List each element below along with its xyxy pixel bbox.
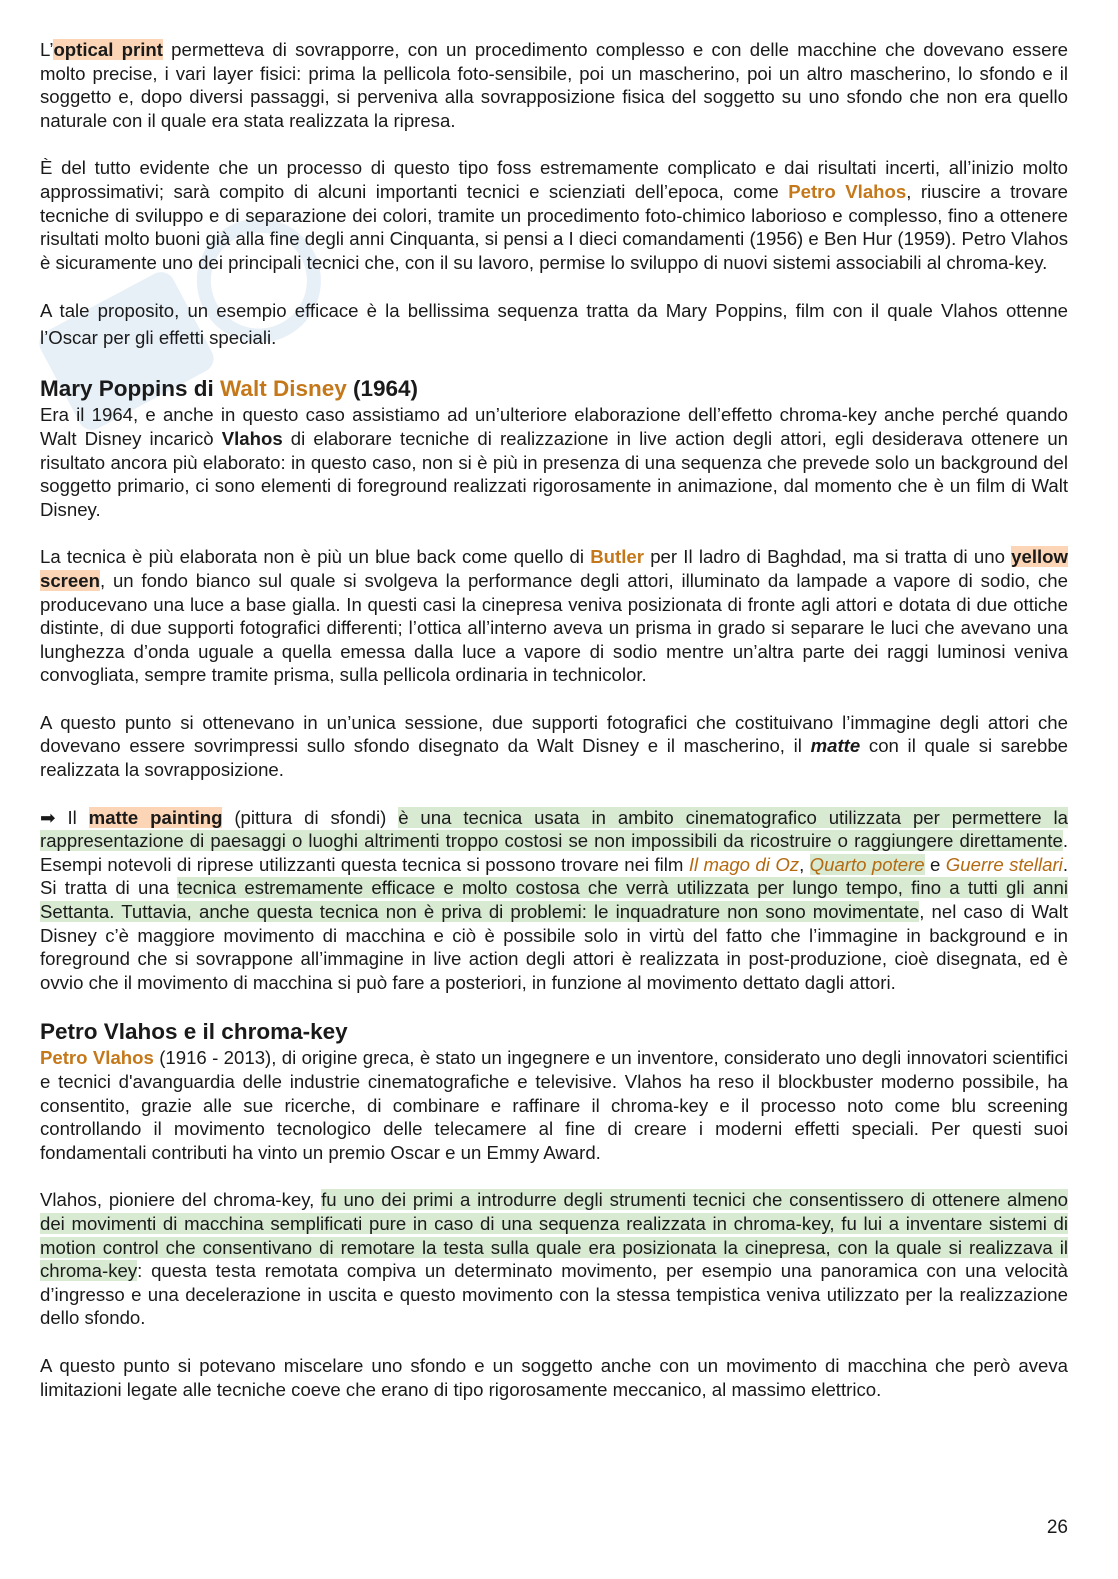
bold-italic-matte: matte: [810, 735, 861, 757]
paragraph-proposito: A tale proposito, un esempio efficace è la bellissima sequenza tratta da Mary Poppins, film con il quale Vlahos ottenne l’Oscar per gli effetti speciali.: [40, 300, 1068, 348]
text-span: con il quale si sarebbe realizzata la sovrapposizione.: [40, 735, 1068, 781]
highlight-green-costosa: tecnica estremamente efficace e molto costosa che verrà utilizzata per lungo tempo, fino a tutti gli anni Settanta. Tuttavia, anche questa tecnica non è priva di problemi: le inquadrature non sono movimentate: [40, 877, 1068, 923]
heading-petro-vlahos: Petro Vlahos e il chroma-key: [40, 1019, 348, 1045]
text-span: , un fondo bianco sul quale si svolgeva la performance degli attori, illuminato da lampade a vapore di sodio, che producevano una luce a base gialla. In questi casi la cinepresa veniva posizionata di fronte agli attori e dotata di due ottiche distinte, di due supporti fotografici differenti; l’ottica all’interno aveva un prisma in grado si separare le luci che avevano una lunghezza d’onda uguale a quella emessa dalla luce a vapore di sodio mentre un’altra parte dei raggi luminosi veniva convogliata, sempre tramite prisma, sulla pellicola ordinaria in technicolor.: [40, 569, 1068, 686]
film-title-oz: Il mago di Oz: [688, 853, 800, 875]
text-span: per Il ladro di Baghdad, ma si tratta di uno: [643, 546, 1012, 568]
paragraph-tecnica: [40, 545, 1068, 687]
film-title-quarto-potere: Quarto potere: [809, 853, 925, 875]
text-span: (1916 - 2013), di origine greca, è stato un ingegnere e un inventore, considerato uno degli innovatori scientifici e tecnici d'avanguardia delle industrie cinematografiche e televisive. Vlahos ha reso il blockbuster moderno possibile, ha consentito, grazie alle sue ricerche, di combinare e raffinare il chroma-key e il processo noto come blu screening controllando il movimento tecnologico delle telecamere al fine di creare i moderni effetti speciali. Per questi suoi fondamentali contributi ha vinto un premio Oscar e un Emmy Award.: [40, 1047, 1068, 1163]
text-span: Mary Poppins di: [40, 376, 221, 402]
text-span: . Esempi notevoli di riprese utilizzanti questa tecnica si possono trovare nei film: [40, 830, 1068, 875]
highlight-matte-painting: matte painting: [88, 806, 223, 828]
text-span: Era il 1964, e anche in questo caso assistiamo ad un’ulteriore elaborazione dell’effetto chroma-key anche perché quando Walt Disney incaricò: [40, 404, 1068, 449]
text-span: Il: [55, 806, 89, 828]
bold-vlahos: Vlahos: [221, 427, 283, 449]
paragraph-matte: [40, 711, 1068, 782]
paragraph-matte-painting: [40, 806, 1068, 995]
text-span: La tecnica è più elaborata non è più un blue back come quello di: [40, 546, 591, 568]
highlight-yellow-screen: yellow screen: [40, 546, 1068, 591]
paragraph-miscelare: A questo punto si potevano miscelare uno sfondo e un soggetto anche con un movimento di macchina che però aveva limitazioni legate alle tecniche coeve che erano di tipo rigorosamente meccanico, al massimo elettrico.: [40, 1354, 1068, 1400]
text-span: . Si tratta di una: [40, 853, 1068, 899]
paragraph-pioniere: [40, 1188, 1068, 1330]
text-span: : questa testa remotata compiva un determinato movimento, per esempio una panoramica con una velocità d’ingresso e una decelerazione in uscita e questo movimento con la stessa tempistica veniva utilizzato per la realizzazione dello sfondo.: [40, 1260, 1068, 1329]
text-span: permetteva di sovrapporre, con un procedimento complesso e con delle macchine che dovevano essere molto precise, i vari layer fisici: prima la pellicola foto-sensibile, poi un mascherino, poi un altro mascherino, lo sfondo e il soggetto e, dopo diversi passaggi, si perveniva alla sovrapposizione fisica del soggetto su uno sfondo che non era quello naturale con il quale era stata realizzata la ripresa.: [40, 39, 1068, 131]
name-butler: Butler: [590, 546, 644, 568]
text-span: e: [924, 853, 946, 875]
paragraph-1964: [40, 403, 1068, 521]
highlight-optical-print: optical print: [53, 39, 163, 60]
film-title-guerre-stellari: Guerre stellari: [945, 853, 1063, 875]
text-span: di elaborare tecniche di realizzazione in live action degli attori, egli desiderava ottenere un risultato ancora più elaborato: in questo caso, non si è più in presenza di una sequenza che prevede solo un background del soggetto primario, ci sono elementi di foreground realizzati rigorosamente in animazione, dal momento che è un film di Walt Disney.: [40, 427, 1068, 520]
text-span: L’: [40, 39, 54, 60]
text-span: ,: [799, 853, 810, 875]
text-span: (1964): [346, 376, 419, 402]
text-span: È del tutto evidente che un processo di questo tipo foss estremamente complicato e dai risultati incerti, all’inizio molto approssimativi; sarà compito di alcuni importanti tecnici e scienziati dell’epoca, come: [40, 157, 1068, 202]
name-walt-disney: Walt Disney: [220, 376, 347, 402]
text-span: (pittura di sfondi): [222, 806, 399, 828]
paragraph-processo: [40, 156, 1068, 274]
paragraph-optical-print: [40, 38, 1068, 132]
page-number: 26: [1046, 1517, 1068, 1538]
name-petro-vlahos-bio: Petro Vlahos: [40, 1047, 154, 1069]
document-page: [40, 38, 1068, 1425]
paragraph-petro-bio: [40, 1046, 1068, 1164]
highlight-green-definition: è una tecnica usata in ambito cinematografico utilizzata per permettere la rappresentazione di paesaggi o luoghi altrimenti troppo costosi se non impossibili da ricostruire o raggiungere direttamente: [40, 806, 1068, 852]
highlight-green-motion-control: fu uno dei primi a introdurre degli strumenti tecnici che consentissero di ottenere almeno dei movimenti di macchina semplificati pure in caso di una sequenza realizzata in chroma-key, fu lui a inventare sistemi di motion control che consentivano di remotare la testa sulla quale era posizionata la cinepresa, con la quale si realizzava il chroma-key: [40, 1189, 1068, 1282]
arrow-icon: ➡: [40, 806, 56, 828]
text-span: , riuscire a trovare tecniche di sviluppo e di separazione dei colori, tramite un procedimento foto-chimico laborioso e complesso, fino a ottenere risultati molto buoni già alla fine degli anni Cinquanta, si pensi a I dieci comandamenti (1956) e Ben Hur (1959). Petro Vlahos è sicuramente uno dei principali tecnici che, con il su lavoro, permise lo sviluppo di nuovi sistemi associabili al chroma-key.: [40, 180, 1068, 273]
text-span: , nel caso di Walt Disney c’è maggiore movimento di macchina e ciò è possibile solo in virtù del fatto che l’immagine in background e in foreground che si sovrappone all’immagine in live action degli attori è realizzata in post-produzione, cioè disegnata, ed è ovvio che il movimento di macchina si può fare a posteriori, in funzione al movimento dettato dagli attori.: [40, 901, 1068, 993]
name-petro-vlahos: Petro Vlahos: [788, 180, 907, 202]
text-span: A questo punto si ottenevano in un’unica sessione, due supporti fotografici che costituivano l’immagine degli attori che dovevano essere sovrimpressi sullo sfondo disegnato da Walt Disney e il mascherino, il: [40, 711, 1068, 757]
text-span: Vlahos, pioniere del chroma-key,: [40, 1189, 322, 1211]
heading-mary-poppins: [40, 375, 1068, 403]
